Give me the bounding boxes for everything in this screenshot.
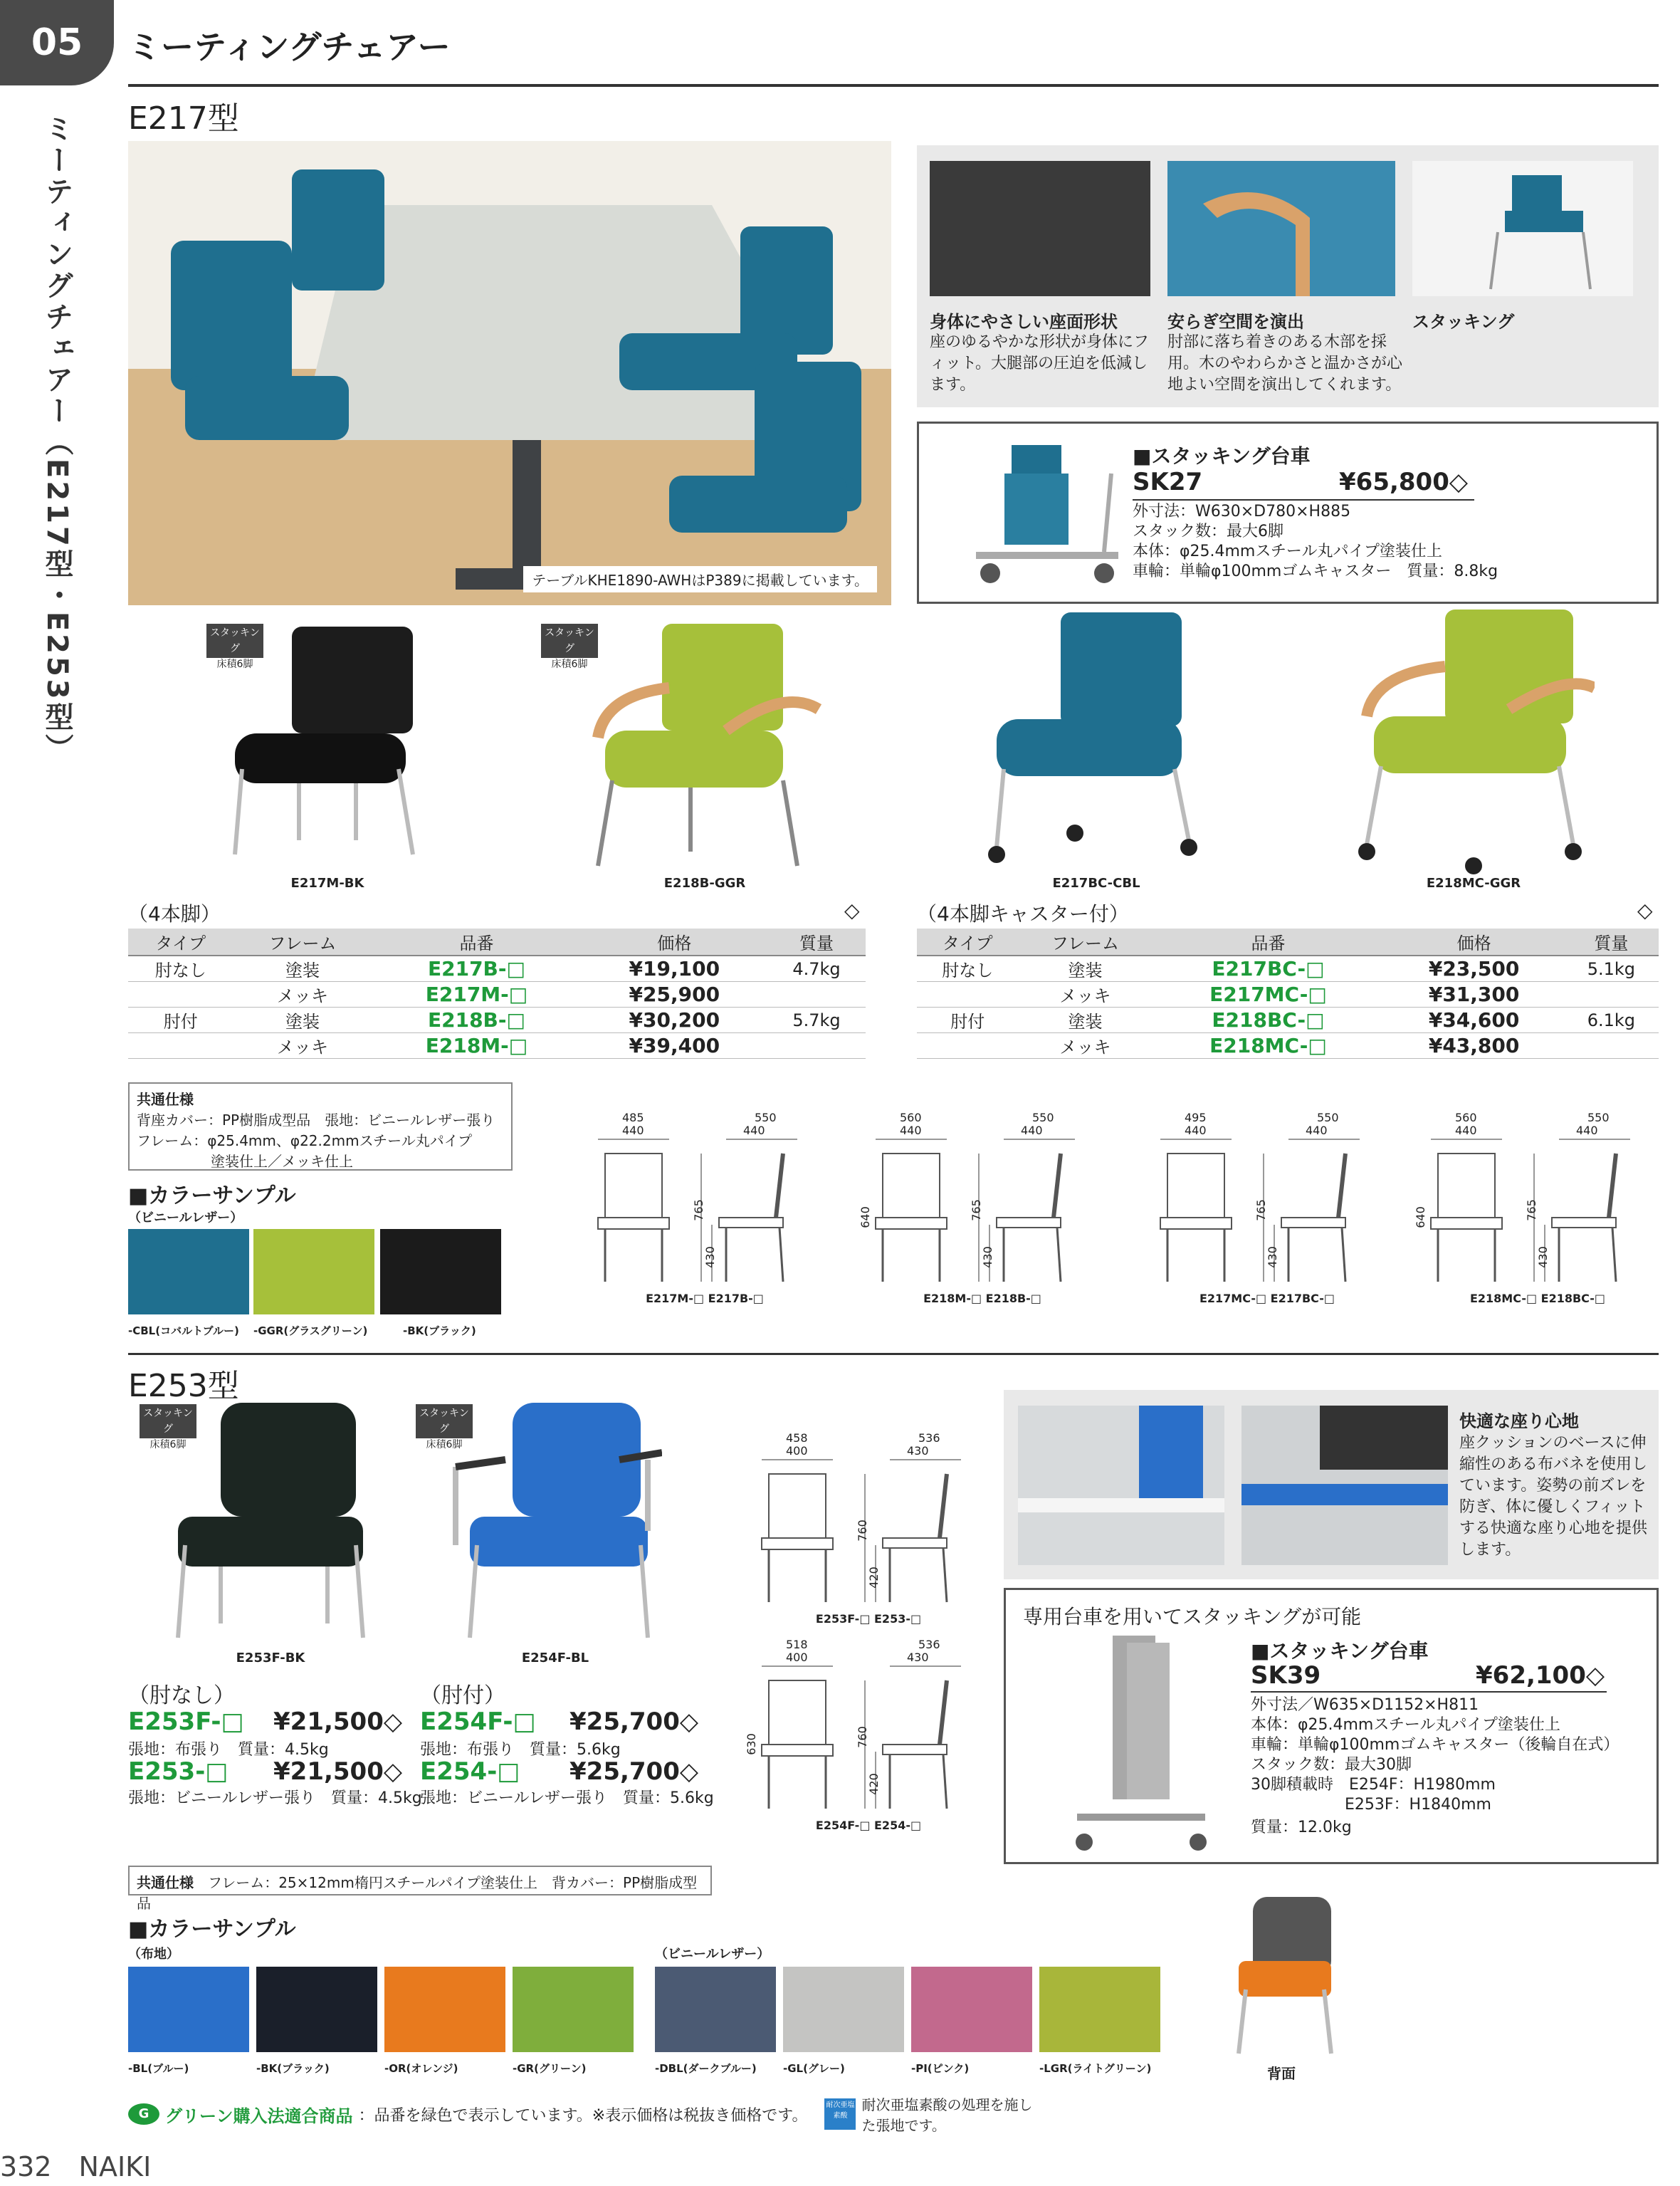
dim-sh: 430 [980,1246,994,1268]
dim-h: 765 [691,1199,705,1221]
room-illustration [128,141,891,605]
chair-label-e253f: E253F-BK [236,1651,305,1665]
e254-right-heading: （肘付） [420,1683,505,1708]
dim-d2: 430 [907,1651,929,1664]
dim-w: 495 [1185,1111,1207,1124]
dim-ah: 640 [858,1206,872,1228]
sk27-code: SK27 [1133,468,1203,496]
table-right-mark: ◇ [1637,899,1653,922]
sk39-spec-4: スタック数：最大30脚 [1251,1756,1412,1774]
dim-w: 458 [786,1431,808,1445]
dimension-label: E217M-□ E217B-□ [646,1292,764,1305]
table-left-heading: （4本脚） [128,902,221,926]
dim-d: 536 [918,1431,940,1445]
feature-title-3: スタッキング [1412,312,1515,332]
footer-note: G グリーン購入法適合商品 ：品番を緑色で表示しています。※表示価格は税抜き価格です。 耐次亜塩素酸 耐次亜塩素酸の処理を施した張地です。 [128,2093,1039,2135]
swatch-label-ggr: -GGR(グラスグリーン) [253,1324,368,1337]
e254-price: ¥25,700◇ [569,1757,699,1786]
dim-sh: 430 [1265,1246,1279,1268]
stacking-tag: スタッキング 床積6脚 [140,1404,196,1438]
e253-price: ¥21,500◇ [273,1757,403,1786]
photo-caption: テーブルKHE1890-AWHはP389に掲載しています。 [523,566,877,592]
dim-w2: 440 [622,1124,644,1137]
chair-e217bc-cbl [982,612,1210,876]
e217-common-spec: 共通仕様 背座カバー：PP樹脂成型品 張地：ビニールレザー張り フレーム：φ25.4mm、φ22.2mmスチール丸パイプ 塗装仕上／メッキ仕上 [128,1082,513,1171]
comfort-title: 快適な座り心地 [1459,1411,1579,1431]
sk39-spec-5: 30脚積載時 E254F：H1980mm [1251,1776,1496,1794]
dim-d2: 440 [1306,1124,1328,1137]
dim-d: 536 [918,1638,940,1651]
page-title: ミーティングチェアー [128,28,451,66]
table-left-mark: ◇ [844,899,860,922]
sk39-spec-6: E253F：H1840mm [1251,1796,1491,1814]
swatch-bk [380,1229,501,1314]
swatch-e253 [783,1967,904,2052]
dim-h: 765 [1524,1199,1538,1221]
comfort-text: 座クッションのベースに伸縮性のある布バネを使用しています。姿勢の前ズレを防ぎ、体に優しくフィットする快適な座り心地を提供します。 [1459,1434,1648,1559]
chair-e218b-ggr [584,624,826,873]
comfort-photo-2 [1241,1406,1448,1565]
sk27-spec-3: 本体：φ25.4mmスチール丸パイプ塗装仕上 [1133,543,1442,560]
feature-photo-seat [930,161,1150,296]
dimension-label: E217MC-□ E217BC-□ [1199,1292,1335,1305]
e254f-spec: 張地：布張り 質量：5.6kg [420,1741,621,1759]
sk27-spec-4: 車輪：単輪φ100mmゴムキャスター 質量：8.8kg [1133,563,1498,580]
dim-w2: 400 [786,1444,808,1458]
dim-w: 485 [622,1111,644,1124]
e253f-price: ¥21,500◇ [273,1708,403,1736]
dimension-label: E253F-□ E253-□ [815,1612,922,1626]
swatch-label-e253: -OR(オレンジ) [384,2062,458,2075]
e253-color-sub-vinyl: （ビニールレザー） [655,1947,770,1962]
dim-d2: 440 [1576,1124,1598,1137]
dimension-drawing [1409,1111,1666,1317]
e254f-price: ¥25,700◇ [569,1708,699,1736]
chair-label-e254f: E254F-BL [521,1651,589,1665]
sk27-spec-1: 外寸法：W630×D780×H885 [1133,503,1351,521]
price-table-4leg: タイプ フレーム 品番 価格 質量 肘なし 塗装 E217B-□ ¥19,100 4.7kg メッキ E217M-□ ¥25,900 肘付 塗装 E218B-□ ¥30,200 5.7kg メッキ E218M-□ ¥39,400 [128,929,866,1059]
swatch-e253 [655,1967,776,2052]
swatch-e253 [513,1967,634,2052]
feature-photo-arm [1167,161,1395,296]
side-label: ミーティングチェアー（E217型・E253型） [41,114,73,765]
sk39-intro: 専用台車を用いてスタッキングが可能 [1023,1605,1362,1628]
swatch-label-e253: -PI(ピンク) [911,2062,970,2075]
e254-code: E254-□ [420,1757,520,1786]
dim-d: 550 [755,1111,777,1124]
chair-back-view [1210,1897,1338,2061]
table-row: 肘なし 塗装 E217BC-□ ¥23,500 5.1kg [917,956,1659,982]
dim-d: 550 [1317,1111,1339,1124]
swatch-label-cbl: -CBL(コバルトブルー) [128,1324,239,1337]
dim-w: 560 [1455,1111,1477,1124]
dim-ah: 630 [744,1733,758,1755]
e217-room-photo [128,141,891,605]
chair-label-e218mc: E218MC-GGR [1426,876,1521,891]
swatch-e253 [1039,1967,1160,2052]
dimension-drawing [740,1638,997,1844]
dimension-drawing [577,1111,833,1317]
swatch-label-e253: -GR(グリーン) [513,2062,587,2075]
dim-d: 550 [1587,1111,1610,1124]
price-table-caster: タイプ フレーム 品番 価格 質量 肘なし 塗装 E217BC-□ ¥23,500 5.1kg メッキ E217MC-□ ¥31,300 肘付 塗装 E218BC-□ ¥34,600 6.1kg メッキ E218MC-□ ¥43,800 [917,929,1659,1059]
dimension-drawing [854,1111,1111,1317]
chair-e254f-bl [448,1403,662,1645]
sk39-heading: ■スタッキング台車 [1251,1639,1429,1663]
table-right-heading: （4本脚キャスター付） [917,902,1129,926]
section-badge: 05 [0,0,114,85]
chair-label-e218b: E218B-GGR [663,876,746,891]
dim-w2: 400 [786,1651,808,1664]
dim-w2: 440 [1185,1124,1207,1137]
dim-h: 765 [1254,1199,1268,1221]
sk39-box [1004,1588,1659,1864]
dim-h: 760 [855,1726,869,1748]
swatch-label-e253: -DBL(ダークブルー) [655,2062,757,2075]
chair-e253f-bk [164,1403,377,1645]
table-row: メッキ E217M-□ ¥25,900 [128,982,866,1008]
swatch-label-bk: -BK(ブラック) [403,1324,476,1337]
stacking-tag: スタッキング 床積6脚 [206,624,263,658]
sk39-cart-image [1070,1636,1212,1856]
dimension-drawing [1139,1111,1395,1317]
dim-sh: 430 [1535,1246,1550,1268]
e253-left-heading: （肘なし） [128,1683,235,1708]
swatch-ggr [253,1229,374,1314]
swatch-e253 [256,1967,377,2052]
e254f-code: E254F-□ [420,1708,536,1736]
swatch-e253 [384,1967,505,2052]
feature-title-1: 身体にやさしい座面形状 [930,312,1118,332]
back-label: 背面 [1267,2065,1296,2082]
dim-sh: 420 [866,1567,881,1589]
dimension-label: E218MC-□ E218BC-□ [1469,1292,1606,1305]
feature-text-1: 座のゆるやかな形状が身体にフィット。大腿部の圧迫を低減します。 [930,333,1150,394]
e217-title: E217型 [128,100,239,137]
sk39-price: ¥62,100◇ [1476,1661,1605,1690]
e253-color-heading: ■カラーサンプル [128,1917,296,1942]
e253f-code: E253F-□ [128,1708,244,1736]
dim-w2: 440 [1455,1124,1477,1137]
swatch-e253 [911,1967,1032,2052]
dim-w: 518 [786,1638,808,1651]
e217-color-heading: ■カラーサンプル [128,1183,296,1208]
e253-title: E253型 [128,1368,239,1404]
dim-d2: 440 [743,1124,765,1137]
swatch-label-e253: -LGR(ライトグリーン) [1039,2062,1152,2075]
feature-text-2: 肘部に落ち着きのある木部を採用。木のやわらかさと温かさが心地よい空間を演出してくれます。 [1167,333,1403,394]
feature-photo-stack [1412,161,1633,296]
sk39-spec-3: 車輪：単輪φ100mmゴムキャスター（後輪自在式） [1251,1736,1619,1754]
e253-code: E253-□ [128,1757,229,1786]
dim-sh: 420 [866,1773,881,1795]
swatch-label-e253: -GL(グレー) [783,2062,845,2075]
green-leaf-icon: G [128,2103,159,2125]
swatch-e253 [128,1967,249,2052]
dim-sh: 430 [703,1246,717,1268]
e254-spec: 張地：ビニールレザー張り 質量：5.6kg [420,1789,714,1807]
table-row: 肘なし 塗装 E217B-□ ¥19,100 4.7kg [128,956,866,982]
dim-w: 560 [900,1111,922,1124]
feature-title-2: 安らぎ空間を演出 [1167,312,1304,332]
dimension-label: E254F-□ E254-□ [815,1819,922,1832]
header-rule [128,84,1659,87]
dim-ah: 640 [1413,1206,1427,1228]
sk27-spec-2: スタック数：最大6脚 [1133,523,1283,540]
sk39-spec-1: 外寸法／W635×D1152×H811 [1251,1696,1479,1714]
table-row: 肘付 塗装 E218BC-□ ¥34,600 6.1kg [917,1008,1659,1033]
e217-color-sub: （ビニールレザー） [128,1210,243,1225]
e253-spec: 張地：ビニールレザー張り 質量：4.5kg [128,1789,422,1807]
swatch-label-e253: -BL(ブルー) [128,2062,189,2075]
dim-h: 765 [969,1199,983,1221]
sk39-code: SK39 [1251,1661,1321,1690]
section-divider [128,1353,1659,1355]
stacking-tag: スタッキング 床積6脚 [541,624,598,658]
footer-page: 332 NAIKI [0,2151,152,2182]
chair-label-e217bc: E217BC-CBL [1052,876,1140,891]
sk27-cart-image [962,431,1133,595]
swatch-cbl [128,1229,249,1314]
sk27-heading: ■スタッキング台車 [1133,444,1311,468]
chair-label-e217m: E217M-BK [290,876,364,891]
e253-common-spec: 共通仕様 フレーム：25×12mm楕円スチールパイプ塗装仕上 背カバー：PP樹脂成型品 [128,1866,712,1895]
anti-hypochlorous-icon: 耐次亜塩素酸 [824,2098,856,2130]
dimension-drawing [740,1431,997,1638]
dim-d: 550 [1032,1111,1054,1124]
dim-h: 760 [855,1520,869,1542]
comfort-photo-1 [1018,1406,1224,1565]
chair-e217m-bk [214,627,441,869]
sk27-box [917,422,1659,604]
chair-e218mc-ggr [1353,610,1595,880]
e253f-spec: 張地：布張り 質量：4.5kg [128,1741,329,1759]
stacking-tag: スタッキング 床積6脚 [416,1404,473,1438]
table-row: メッキ E217MC-□ ¥31,300 [917,982,1659,1008]
sk39-spec-2: 本体：φ25.4mmスチール丸パイプ塗装仕上 [1251,1716,1560,1734]
e253-color-sub-fabric: （布地） [128,1947,179,1962]
sk27-price: ¥65,800◇ [1339,468,1469,496]
dim-d2: 440 [1021,1124,1043,1137]
table-row: 肘付 塗装 E218B-□ ¥30,200 5.7kg [128,1008,866,1033]
dimension-label: E218M-□ E218B-□ [923,1292,1041,1305]
table-row: メッキ E218M-□ ¥39,400 [128,1033,866,1059]
dim-d2: 430 [907,1444,929,1458]
swatch-label-e253: -BK(ブラック) [256,2062,330,2075]
sk39-spec-7: 質量：12.0kg [1251,1819,1352,1836]
table-row: メッキ E218MC-□ ¥43,800 [917,1033,1659,1059]
dim-w2: 440 [900,1124,922,1137]
